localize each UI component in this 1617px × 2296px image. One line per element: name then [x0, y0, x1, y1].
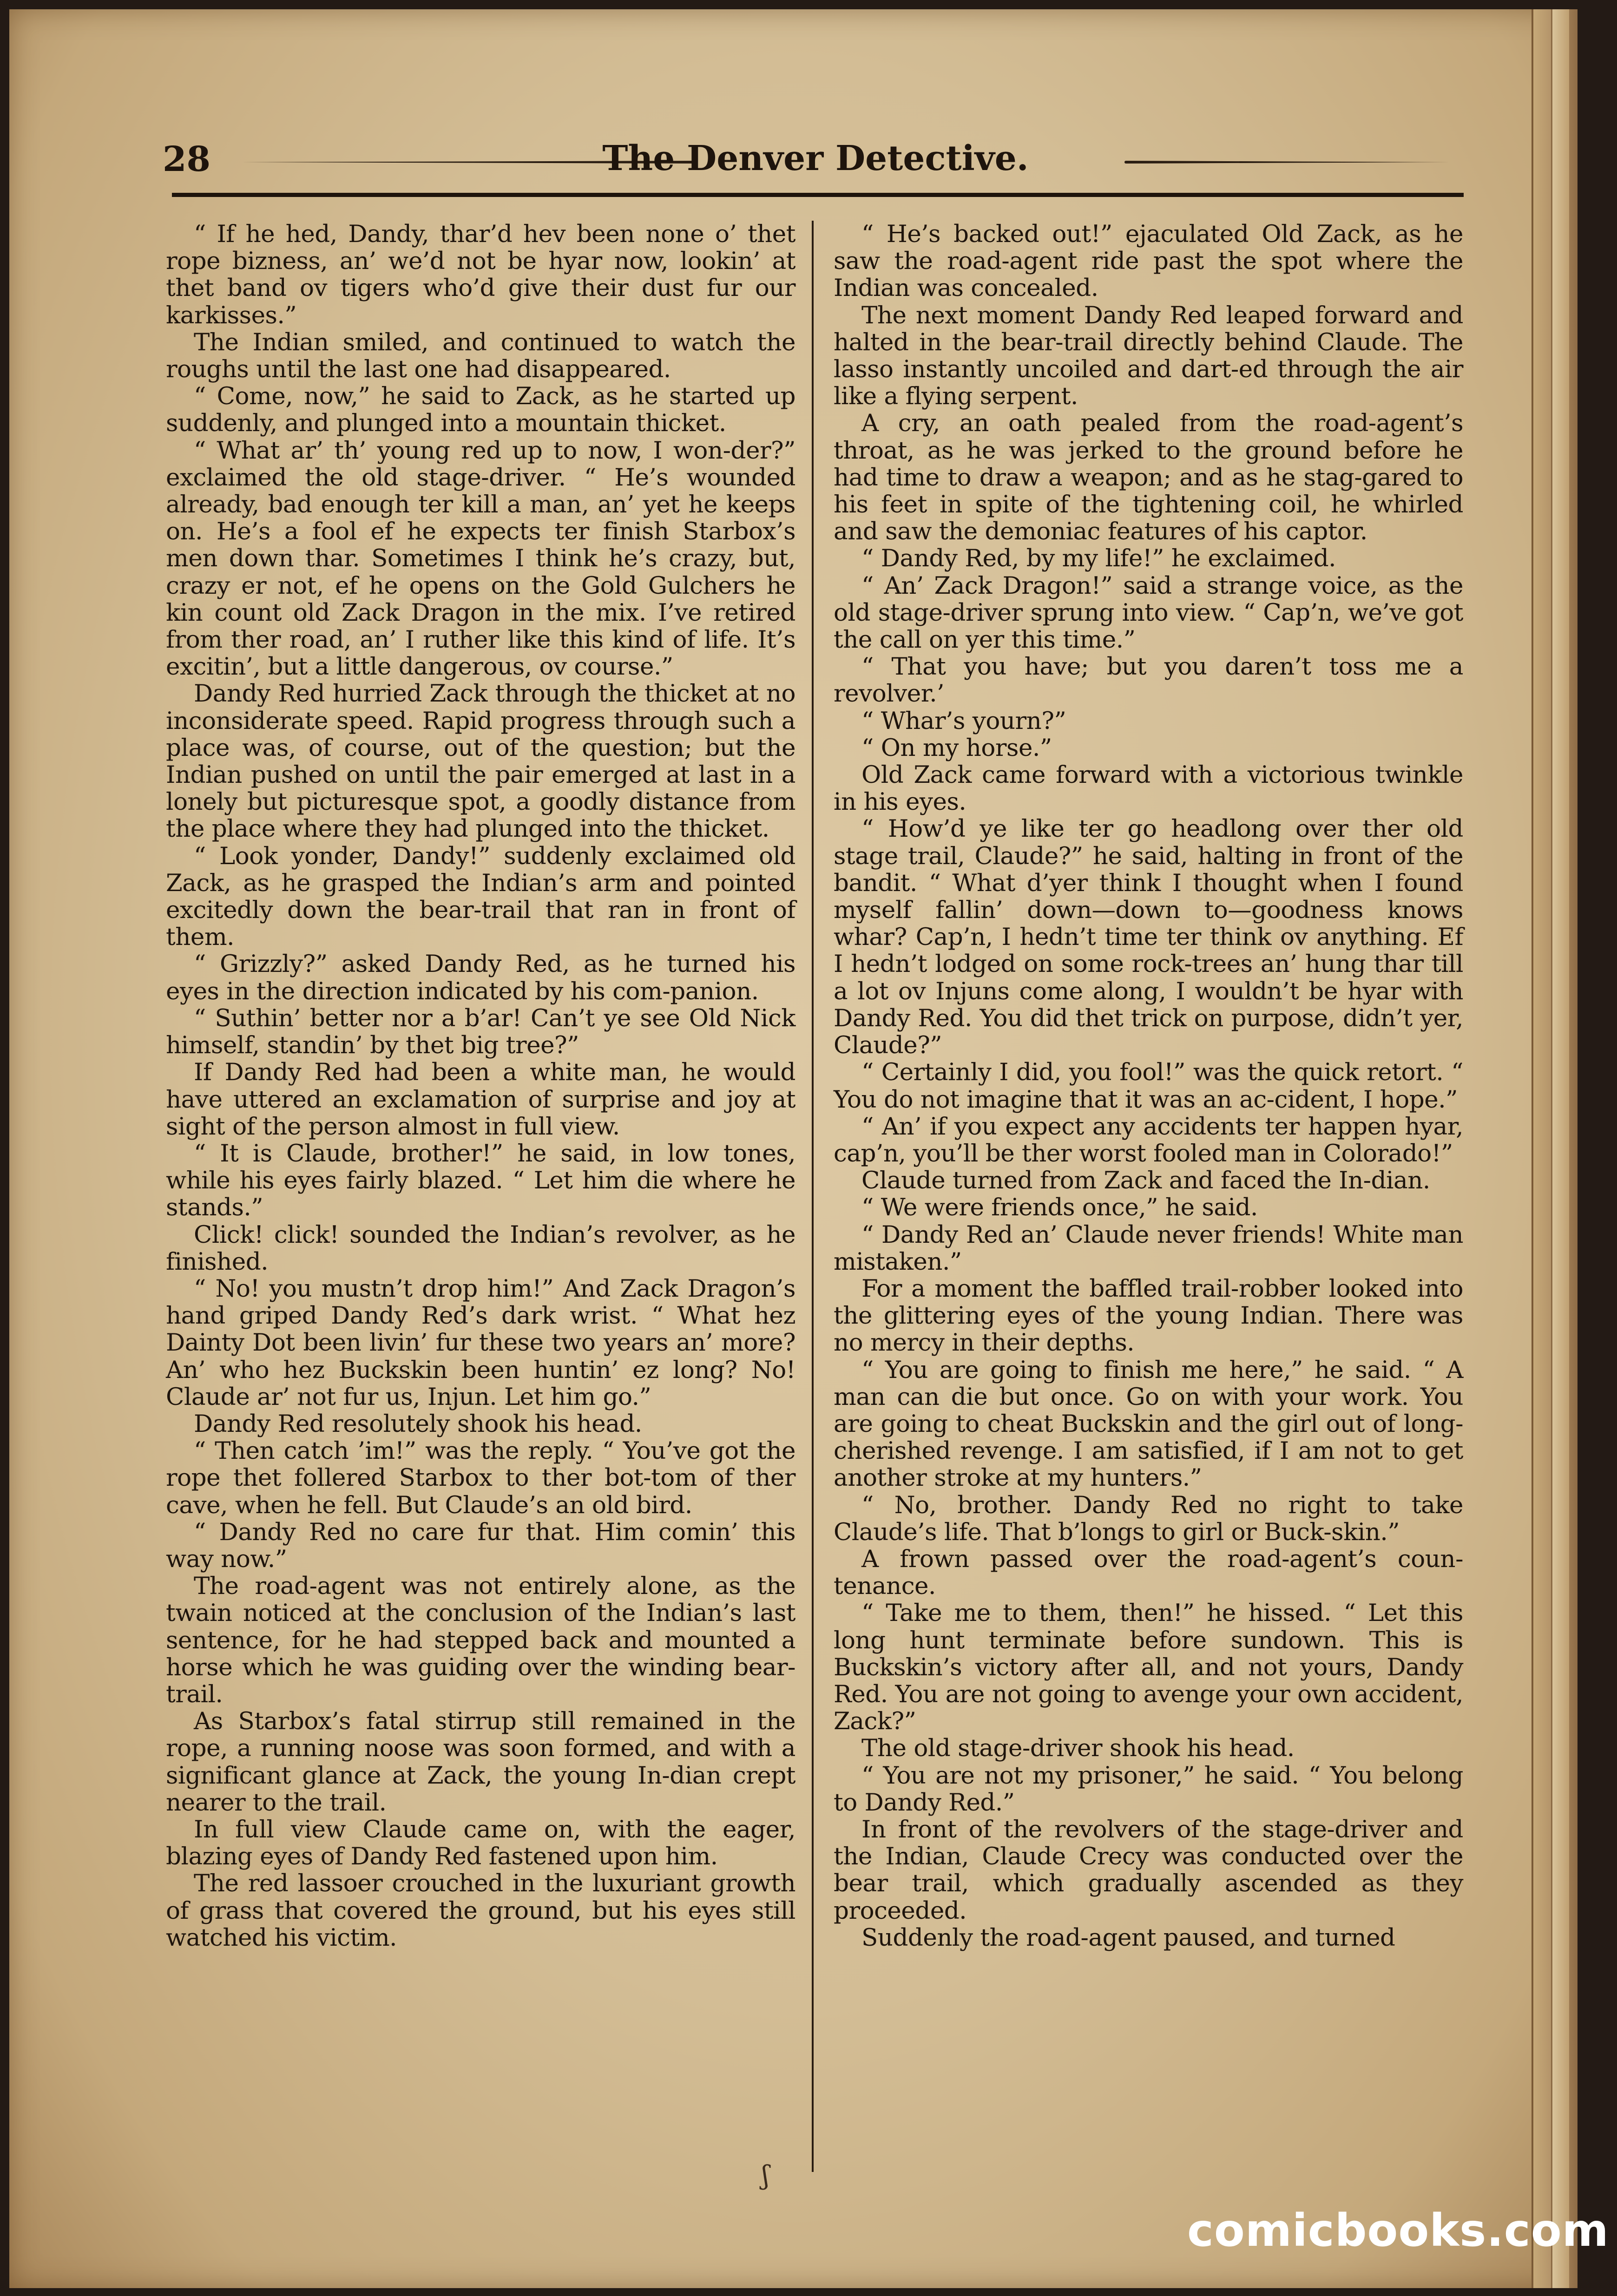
paragraph: If Dandy Red had been a white man, he would have uttered an exclamation of surprise and joy at sight of the person almost in full view. [166, 1058, 795, 1141]
paragraph: In front of the revolvers of the stage-driver and the Indian, Claude Crecy was conducted over the bear trail, which gradually ascended as they proceeded. [834, 1815, 1463, 1925]
paragraph: For a moment the baffled trail-robber looked into the glittering eyes of the young Indian. There was no mercy in their depths. [834, 1274, 1463, 1357]
paragraph: Old Zack came forward with a victorious twinkle in his eyes. [834, 761, 1463, 816]
paragraph: “ It is Claude, brother!” he said, in low tones, while his eyes fairly blazed. “ Let him die where he stands.” [166, 1139, 795, 1222]
paragraph: “ You are not my prisoner,” he said. “ You belong to Dandy Red.” [834, 1761, 1463, 1817]
paragraph: “ Grizzly?” asked Dandy Red, as he turned his eyes in the direction indicated by his com-panion. [166, 950, 795, 1005]
paragraph: Dandy Red hurried Zack through the thicket at no inconsiderate speed. Rapid progress through such a place was, of course, out of the question; but the Indian pushed on until the pair emerged at last in a lonely but picturesque spot, a goodly distance from the place where they had plunged into the thicket. [166, 680, 795, 843]
magazine-page [9, 9, 1578, 2288]
paragraph: “ We were friends once,” he said. [861, 1194, 1258, 1222]
paragraph: Claude turned from Zack and faced the In-dian. [861, 1167, 1430, 1195]
column-divider [812, 221, 814, 2172]
paragraph: The Indian smiled, and continued to watch the roughs until the last one had disappeared. [166, 328, 795, 384]
paragraph: A cry, an oath pealed from the road-agent’s throat, as he was jerked to the ground before he had time to draw a weapon; and as he stag-gared to his feet in spite of the tightening coil, he whirled and saw the demoniac features of his captor. [834, 409, 1463, 546]
paragraph: As Starbox’s fatal stirrup still remained in the rope, a running noose was soon formed, and with a significant glance at Zack, the young In-dian crept nearer to the trail. [166, 1707, 795, 1817]
paragraph: “ You are going to finish me here,” he said. “ A man can die but once. Go on with your work. You are going to cheat Buckskin and the girl out of long-cherished revenge. I am satisfied, if I am not to get another stroke at my hunters.” [834, 1356, 1463, 1492]
paragraph: “ Dandy Red no care fur that. Him comin’ this way now.” [166, 1518, 795, 1573]
watermark: comicbooks.com [1187, 2204, 1609, 2257]
paragraph: “ Take me to them, then!” he hissed. “ Let this long hunt terminate before sundown. This is Buckskin’s victory after all, and not yours, Dandy Red. You are not going to avenge your own accident, Zack?” [834, 1599, 1463, 1736]
paragraph: “ Then catch ’im!” was the reply. “ You’ve got the rope thet follered Starbox to ther bot-tom of ther cave, when he fell. But Claude’s an old bird. [166, 1437, 795, 1519]
left-column [166, 221, 795, 1951]
paragraph: The road-agent was not entirely alone, as the twain noticed at the conclusion of the Indian’s last sentence, for he had stepped back and mounted a horse which he was guiding over the winding bear-trail. [166, 1572, 795, 1708]
header-title: The Denver Detective. [602, 138, 1029, 178]
paragraph: “ That you have; but you daren’t toss me a revolver.’ [834, 653, 1463, 708]
paragraph: “ Come, now,” he said to Zack, as he started up suddenly, and plunged into a mountain thicket. [166, 382, 795, 438]
paragraph: Dandy Red resolutely shook his head. [194, 1410, 642, 1438]
right-column [834, 221, 1463, 1951]
paragraph: “ What ar’ th’ young red up to now, I won-der?” exclaimed the old stage-driver. “ He’s wounded already, bad enough ter kill a man, an’ yet he keeps on. He’s a fool ef he expects ter finish Starbox’s men down thar. Sometimes I think he’s crazy, but, crazy er not, ef he opens on the Gold Gulchers he kin count old Zack Dragon in the mix. I’ve retired from ther road, an’ I ruther like this kind of life. It’s excitin’, but a little dangerous, ov course.” [166, 436, 795, 681]
paragraph: “ An’ Zack Dragon!” said a strange voice, as the old stage-driver sprung into view. “ Cap’n, we’ve got the call on yer this time.” [834, 571, 1463, 654]
paragraph: “ An’ if you expect any accidents ter happen hyar, cap’n, you’ll be ther worst fooled man in Colorado!” [834, 1112, 1463, 1168]
paragraph: “ Certainly I did, you fool!” was the quick retort. “ You do not imagine that it was an ac-cident, I hope.” [834, 1058, 1463, 1114]
paragraph: A frown passed over the road-agent’s coun-tenance. [834, 1545, 1463, 1601]
ink-mark: ʃ [762, 2160, 769, 2191]
paragraph: “ He’s backed out!” ejaculated Old Zack, as he saw the road-agent ride past the spot where the Indian was concealed. [834, 220, 1463, 302]
paragraph: In full view Claude came on, with the eager, blazing eyes of Dandy Red fastened upon him. [166, 1815, 795, 1871]
paragraph: “ On my horse.” [861, 734, 1052, 762]
running-header [163, 135, 1468, 186]
paragraph: “ If he hed, Dandy, thar’d hev been none o’ thet rope bizness, an’ we’d not be hyar now, lookin’ at thet band ov tigers who’d give their dust fur our karkisses.” [166, 220, 795, 329]
paragraph: “ How’d ye like ter go headlong over ther old stage trail, Claude?” he said, halting in front of the bandit. “ What d’yer think I thought when I found myself fallin’ down—down to—goodness knows whar? Cap’n, I hedn’t time ter think ov anything. Ef I hedn’t lodged on some rock-trees an’ hung thar till a lot ov Injuns come along, I wouldn’t be hyar with Dandy Red. You did thet trick on purpose, didn’t yer, Claude?” [834, 815, 1463, 1060]
paragraph: Click! click! sounded the Indian’s revolver, as he finished. [166, 1220, 795, 1276]
paragraph: The old stage-driver shook his head. [861, 1734, 1295, 1763]
paragraph: “ No! you mustn’t drop him!” And Zack Dragon’s hand griped Dandy Red’s dark wrist. “ What hez Dainty Dot been livin’ fur these two years an’ more? An’ who hez Buckskin been huntin’ ez long? No! Claude ar’ not fur us, Injun. Let him go.” [166, 1274, 795, 1411]
paragraph: “ Look yonder, Dandy!” suddenly exclaimed old Zack, as he grasped the Indian’s arm and pointed excitedly down the bear-trail that ran in front of them. [166, 842, 795, 951]
paragraph: “ Dandy Red an’ Claude never friends! White man mistaken.” [834, 1220, 1463, 1276]
paragraph: Suddenly the road-agent paused, and turned [861, 1923, 1395, 1952]
paragraph: “ No, brother. Dandy Red no right to take Claude’s life. That b’longs to girl or Buck-skin.” [834, 1491, 1463, 1546]
paragraph: “ Suthin’ better nor a b’ar! Can’t ye see Old Nick himself, standin’ by thet big tree?” [166, 1004, 795, 1060]
page-number: 28 [163, 139, 210, 179]
paragraph: “ Dandy Red, by my life!” he exclaimed. [861, 544, 1336, 573]
paragraph: The red lassoer crouched in the luxuriant growth of grass that covered the ground, but his eyes still watched his victim. [166, 1870, 795, 1952]
page-edge [1532, 9, 1578, 2288]
header-rule [172, 193, 1464, 197]
paragraph: “ Whar’s yourn?” [861, 707, 1066, 735]
paragraph: The next moment Dandy Red leaped forward and halted in the bear-trail directly behind Claude. The lasso instantly uncoiled and dart-ed through the air like a flying serpent. [834, 301, 1463, 411]
